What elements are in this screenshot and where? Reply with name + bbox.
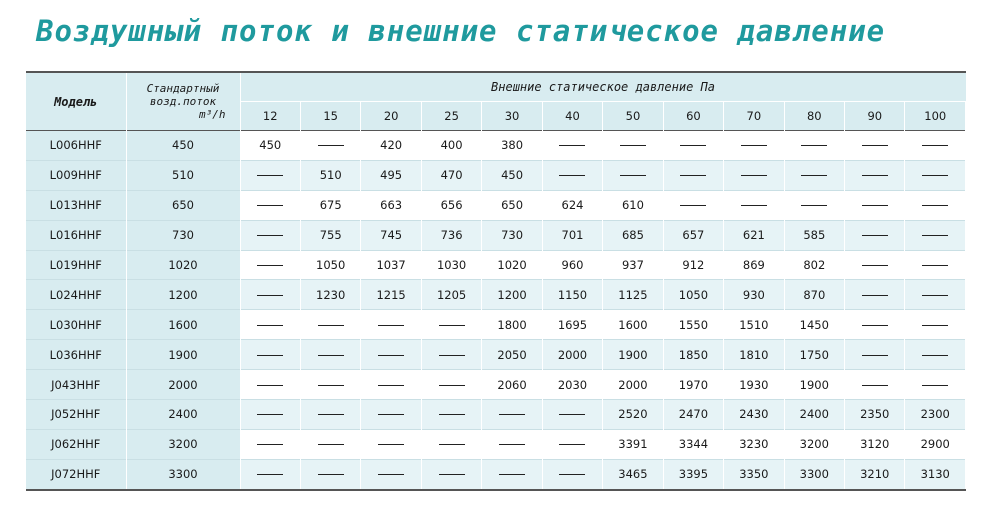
- airflow-value-cell: 1200: [482, 280, 542, 310]
- dash-line: [318, 385, 344, 386]
- empty-value-dash: [240, 310, 300, 340]
- empty-value-dash: [300, 370, 360, 400]
- empty-value-dash: [300, 459, 360, 489]
- empty-value-dash: [300, 400, 360, 430]
- dash-line: [257, 355, 283, 356]
- table-row: [26, 220, 966, 250]
- model-cell: L013HHF: [26, 190, 126, 220]
- header-pressure-60: 60: [663, 102, 723, 131]
- standard-airflow-cell: 450: [126, 131, 240, 161]
- airflow-value-cell: 2060: [482, 370, 542, 400]
- header-pressure-50: 50: [603, 102, 663, 131]
- model-cell: J072HHF: [26, 459, 126, 489]
- dash-line: [862, 325, 888, 326]
- dash-line: [680, 145, 706, 146]
- empty-value-dash: [240, 160, 300, 190]
- header-pressure-80: 80: [784, 102, 844, 131]
- airflow-value-cell: 380: [482, 131, 542, 161]
- empty-value-dash: [240, 429, 300, 459]
- airflow-value-cell: 730: [482, 220, 542, 250]
- dash-line: [559, 474, 585, 475]
- airflow-value-cell: 745: [361, 220, 421, 250]
- empty-value-dash: [421, 310, 481, 340]
- dash-line: [559, 145, 585, 146]
- empty-value-dash: [663, 160, 723, 190]
- airflow-value-cell: 870: [784, 280, 844, 310]
- header-pressure-20: 20: [361, 102, 421, 131]
- airflow-value-cell: 1020: [482, 250, 542, 280]
- model-cell: L006HHF: [26, 131, 126, 161]
- dash-line: [439, 414, 465, 415]
- empty-value-dash: [482, 459, 542, 489]
- standard-airflow-cell: 730: [126, 220, 240, 250]
- empty-value-dash: [663, 190, 723, 220]
- table-row: [26, 250, 966, 280]
- airflow-value-cell: 930: [724, 280, 784, 310]
- empty-value-dash: [542, 160, 602, 190]
- header-pressure-30: 30: [482, 102, 542, 131]
- header-standard-airflow: [126, 72, 240, 131]
- dash-line: [801, 145, 827, 146]
- dash-line: [862, 235, 888, 236]
- empty-value-dash: [421, 429, 481, 459]
- airflow-value-cell: 736: [421, 220, 481, 250]
- airflow-value-cell: 3344: [663, 429, 723, 459]
- dash-line: [257, 265, 283, 266]
- empty-value-dash: [905, 280, 966, 310]
- airflow-value-cell: 755: [300, 220, 360, 250]
- airflow-value-cell: 3200: [784, 429, 844, 459]
- standard-airflow-cell: 3300: [126, 459, 240, 489]
- airflow-value-cell: 2350: [845, 400, 905, 430]
- dash-line: [257, 325, 283, 326]
- empty-value-dash: [542, 459, 602, 489]
- dash-line: [318, 444, 344, 445]
- standard-airflow-cell: 1900: [126, 340, 240, 370]
- empty-value-dash: [300, 131, 360, 161]
- airflow-value-cell: 400: [421, 131, 481, 161]
- airflow-value-cell: 624: [542, 190, 602, 220]
- airflow-value-cell: 701: [542, 220, 602, 250]
- airflow-value-cell: 1750: [784, 340, 844, 370]
- dash-line: [741, 175, 767, 176]
- table-row: [26, 459, 966, 489]
- dash-line: [257, 205, 283, 206]
- dash-line: [378, 325, 404, 326]
- airflow-value-cell: 3120: [845, 429, 905, 459]
- dash-line: [922, 355, 948, 356]
- table-row: [26, 340, 966, 370]
- dash-line: [922, 205, 948, 206]
- dash-line: [922, 265, 948, 266]
- table-row: [26, 280, 966, 310]
- airflow-value-cell: 1150: [542, 280, 602, 310]
- airflow-value-cell: 2430: [724, 400, 784, 430]
- airflow-value-cell: 1037: [361, 250, 421, 280]
- dash-line: [559, 414, 585, 415]
- airflow-value-cell: 2000: [542, 340, 602, 370]
- dash-line: [378, 474, 404, 475]
- airflow-value-cell: 1230: [300, 280, 360, 310]
- dash-line: [922, 295, 948, 296]
- dash-line: [862, 145, 888, 146]
- airflow-value-cell: 960: [542, 250, 602, 280]
- airflow-value-cell: 1695: [542, 310, 602, 340]
- dash-line: [862, 355, 888, 356]
- dash-line: [378, 355, 404, 356]
- empty-value-dash: [361, 370, 421, 400]
- dash-line: [862, 175, 888, 176]
- dash-line: [318, 474, 344, 475]
- model-cell: J062HHF: [26, 429, 126, 459]
- dash-line: [801, 205, 827, 206]
- dash-line: [257, 414, 283, 415]
- airflow-value-cell: 1450: [784, 310, 844, 340]
- airflow-value-cell: 1900: [784, 370, 844, 400]
- empty-value-dash: [724, 160, 784, 190]
- airflow-table: [26, 71, 966, 491]
- standard-airflow-cell: 1020: [126, 250, 240, 280]
- empty-value-dash: [421, 340, 481, 370]
- dash-line: [741, 145, 767, 146]
- dash-line: [439, 385, 465, 386]
- airflow-value-cell: 585: [784, 220, 844, 250]
- model-cell: L009HHF: [26, 160, 126, 190]
- airflow-value-cell: 2030: [542, 370, 602, 400]
- airflow-value-cell: 3230: [724, 429, 784, 459]
- empty-value-dash: [240, 340, 300, 370]
- airflow-value-cell: 3350: [724, 459, 784, 489]
- airflow-value-cell: 3210: [845, 459, 905, 489]
- empty-value-dash: [482, 429, 542, 459]
- header-pressure-90: 90: [845, 102, 905, 131]
- empty-value-dash: [845, 310, 905, 340]
- airflow-value-cell: 3300: [784, 459, 844, 489]
- dash-line: [801, 175, 827, 176]
- empty-value-dash: [240, 459, 300, 489]
- airflow-value-cell: 3395: [663, 459, 723, 489]
- airflow-value-cell: 675: [300, 190, 360, 220]
- empty-value-dash: [240, 400, 300, 430]
- header-pressure-group: Внешние статическое давление Па: [240, 72, 966, 102]
- dash-line: [318, 325, 344, 326]
- dash-line: [378, 444, 404, 445]
- empty-value-dash: [542, 429, 602, 459]
- dash-line: [439, 355, 465, 356]
- dash-line: [318, 414, 344, 415]
- dash-line: [378, 385, 404, 386]
- empty-value-dash: [905, 310, 966, 340]
- airflow-value-cell: 420: [361, 131, 421, 161]
- empty-value-dash: [784, 190, 844, 220]
- standard-airflow-cell: 1200: [126, 280, 240, 310]
- header-model: Модель: [26, 72, 126, 131]
- empty-value-dash: [905, 190, 966, 220]
- airflow-value-cell: 1850: [663, 340, 723, 370]
- airflow-value-cell: 1205: [421, 280, 481, 310]
- airflow-value-cell: 937: [603, 250, 663, 280]
- empty-value-dash: [905, 160, 966, 190]
- empty-value-dash: [240, 190, 300, 220]
- airflow-value-cell: 1930: [724, 370, 784, 400]
- dash-line: [499, 444, 525, 445]
- airflow-value-cell: 2050: [482, 340, 542, 370]
- dash-line: [499, 414, 525, 415]
- empty-value-dash: [300, 429, 360, 459]
- airflow-value-cell: 2000: [603, 370, 663, 400]
- dash-line: [922, 385, 948, 386]
- empty-value-dash: [603, 160, 663, 190]
- empty-value-dash: [845, 370, 905, 400]
- airflow-value-cell: 2400: [784, 400, 844, 430]
- airflow-value-cell: 510: [300, 160, 360, 190]
- model-cell: L024HHF: [26, 280, 126, 310]
- empty-value-dash: [300, 310, 360, 340]
- airflow-value-cell: 450: [482, 160, 542, 190]
- table-row: [26, 400, 966, 430]
- header-std-line2: возд.поток: [149, 95, 217, 108]
- airflow-value-cell: 621: [724, 220, 784, 250]
- empty-value-dash: [784, 131, 844, 161]
- empty-value-dash: [421, 459, 481, 489]
- dash-line: [680, 175, 706, 176]
- table-row: [26, 310, 966, 340]
- empty-value-dash: [845, 160, 905, 190]
- dash-line: [318, 145, 344, 146]
- header-pressure-100: 100: [905, 102, 966, 131]
- standard-airflow-cell: 650: [126, 190, 240, 220]
- airflow-value-cell: 495: [361, 160, 421, 190]
- header-std-line1: Стандартный: [146, 82, 220, 95]
- page-title: Воздушный поток и внешние статическое давление: [36, 14, 886, 48]
- airflow-value-cell: 470: [421, 160, 481, 190]
- empty-value-dash: [784, 160, 844, 190]
- airflow-value-cell: 869: [724, 250, 784, 280]
- dash-line: [680, 205, 706, 206]
- standard-airflow-cell: 3200: [126, 429, 240, 459]
- table-row: [26, 370, 966, 400]
- table-row: [26, 160, 966, 190]
- dash-line: [922, 175, 948, 176]
- header-pressure-15: 15: [300, 102, 360, 131]
- table-row: [26, 190, 966, 220]
- dash-line: [257, 444, 283, 445]
- airflow-value-cell: 1550: [663, 310, 723, 340]
- dash-line: [922, 325, 948, 326]
- empty-value-dash: [240, 280, 300, 310]
- airflow-value-cell: 1050: [300, 250, 360, 280]
- empty-value-dash: [542, 400, 602, 430]
- table-row: [26, 131, 966, 161]
- empty-value-dash: [542, 131, 602, 161]
- dash-line: [741, 205, 767, 206]
- model-cell: L030HHF: [26, 310, 126, 340]
- empty-value-dash: [845, 190, 905, 220]
- dash-line: [620, 175, 646, 176]
- model-cell: L016HHF: [26, 220, 126, 250]
- airflow-value-cell: 1970: [663, 370, 723, 400]
- empty-value-dash: [240, 370, 300, 400]
- airflow-value-cell: 1510: [724, 310, 784, 340]
- empty-value-dash: [240, 250, 300, 280]
- empty-value-dash: [421, 400, 481, 430]
- airflow-value-cell: 650: [482, 190, 542, 220]
- empty-value-dash: [300, 340, 360, 370]
- model-cell: J052HHF: [26, 400, 126, 430]
- dash-line: [922, 145, 948, 146]
- empty-value-dash: [361, 429, 421, 459]
- dash-line: [257, 474, 283, 475]
- airflow-value-cell: 1800: [482, 310, 542, 340]
- empty-value-dash: [663, 131, 723, 161]
- airflow-value-cell: 2300: [905, 400, 966, 430]
- dash-line: [862, 385, 888, 386]
- empty-value-dash: [905, 340, 966, 370]
- model-cell: L036HHF: [26, 340, 126, 370]
- header-pressure-12: 12: [240, 102, 300, 131]
- empty-value-dash: [361, 400, 421, 430]
- airflow-value-cell: 3130: [905, 459, 966, 489]
- table-row: [26, 429, 966, 459]
- empty-value-dash: [845, 220, 905, 250]
- empty-value-dash: [905, 250, 966, 280]
- empty-value-dash: [905, 220, 966, 250]
- empty-value-dash: [845, 131, 905, 161]
- dash-line: [439, 474, 465, 475]
- dash-line: [862, 295, 888, 296]
- dash-line: [257, 295, 283, 296]
- dash-line: [257, 175, 283, 176]
- header-pressure-70: 70: [724, 102, 784, 131]
- empty-value-dash: [421, 370, 481, 400]
- airflow-value-cell: 3391: [603, 429, 663, 459]
- empty-value-dash: [845, 280, 905, 310]
- airflow-value-cell: 663: [361, 190, 421, 220]
- dash-line: [559, 444, 585, 445]
- dash-line: [439, 444, 465, 445]
- airflow-value-cell: 1125: [603, 280, 663, 310]
- airflow-value-cell: 685: [603, 220, 663, 250]
- airflow-value-cell: 1900: [603, 340, 663, 370]
- dash-line: [499, 474, 525, 475]
- airflow-value-cell: 1810: [724, 340, 784, 370]
- header-pressure-25: 25: [421, 102, 481, 131]
- dash-line: [257, 385, 283, 386]
- header-std-unit: m³/h: [199, 108, 226, 121]
- dash-line: [620, 145, 646, 146]
- dash-line: [439, 325, 465, 326]
- dash-line: [257, 235, 283, 236]
- airflow-value-cell: 3465: [603, 459, 663, 489]
- model-cell: J043HHF: [26, 370, 126, 400]
- airflow-value-cell: 802: [784, 250, 844, 280]
- airflow-value-cell: 2900: [905, 429, 966, 459]
- airflow-value-cell: 610: [603, 190, 663, 220]
- dash-line: [318, 355, 344, 356]
- empty-value-dash: [724, 190, 784, 220]
- standard-airflow-cell: 2000: [126, 370, 240, 400]
- airflow-value-cell: 1215: [361, 280, 421, 310]
- dash-line: [922, 235, 948, 236]
- empty-value-dash: [240, 220, 300, 250]
- dash-line: [862, 265, 888, 266]
- empty-value-dash: [482, 400, 542, 430]
- airflow-value-cell: 2470: [663, 400, 723, 430]
- airflow-value-cell: 656: [421, 190, 481, 220]
- airflow-value-cell: 1600: [603, 310, 663, 340]
- empty-value-dash: [845, 340, 905, 370]
- empty-value-dash: [724, 131, 784, 161]
- empty-value-dash: [361, 459, 421, 489]
- dash-line: [862, 205, 888, 206]
- airflow-value-cell: 2520: [603, 400, 663, 430]
- airflow-value-cell: 1030: [421, 250, 481, 280]
- airflow-value-cell: 657: [663, 220, 723, 250]
- empty-value-dash: [603, 131, 663, 161]
- model-cell: L019HHF: [26, 250, 126, 280]
- standard-airflow-cell: 510: [126, 160, 240, 190]
- header-pressure-40: 40: [542, 102, 602, 131]
- airflow-value-cell: 450: [240, 131, 300, 161]
- empty-value-dash: [905, 131, 966, 161]
- empty-value-dash: [845, 250, 905, 280]
- airflow-value-cell: 1050: [663, 280, 723, 310]
- empty-value-dash: [361, 310, 421, 340]
- standard-airflow-cell: 2400: [126, 400, 240, 430]
- airflow-value-cell: 912: [663, 250, 723, 280]
- dash-line: [378, 414, 404, 415]
- empty-value-dash: [361, 340, 421, 370]
- standard-airflow-cell: 1600: [126, 310, 240, 340]
- empty-value-dash: [905, 370, 966, 400]
- dash-line: [559, 175, 585, 176]
